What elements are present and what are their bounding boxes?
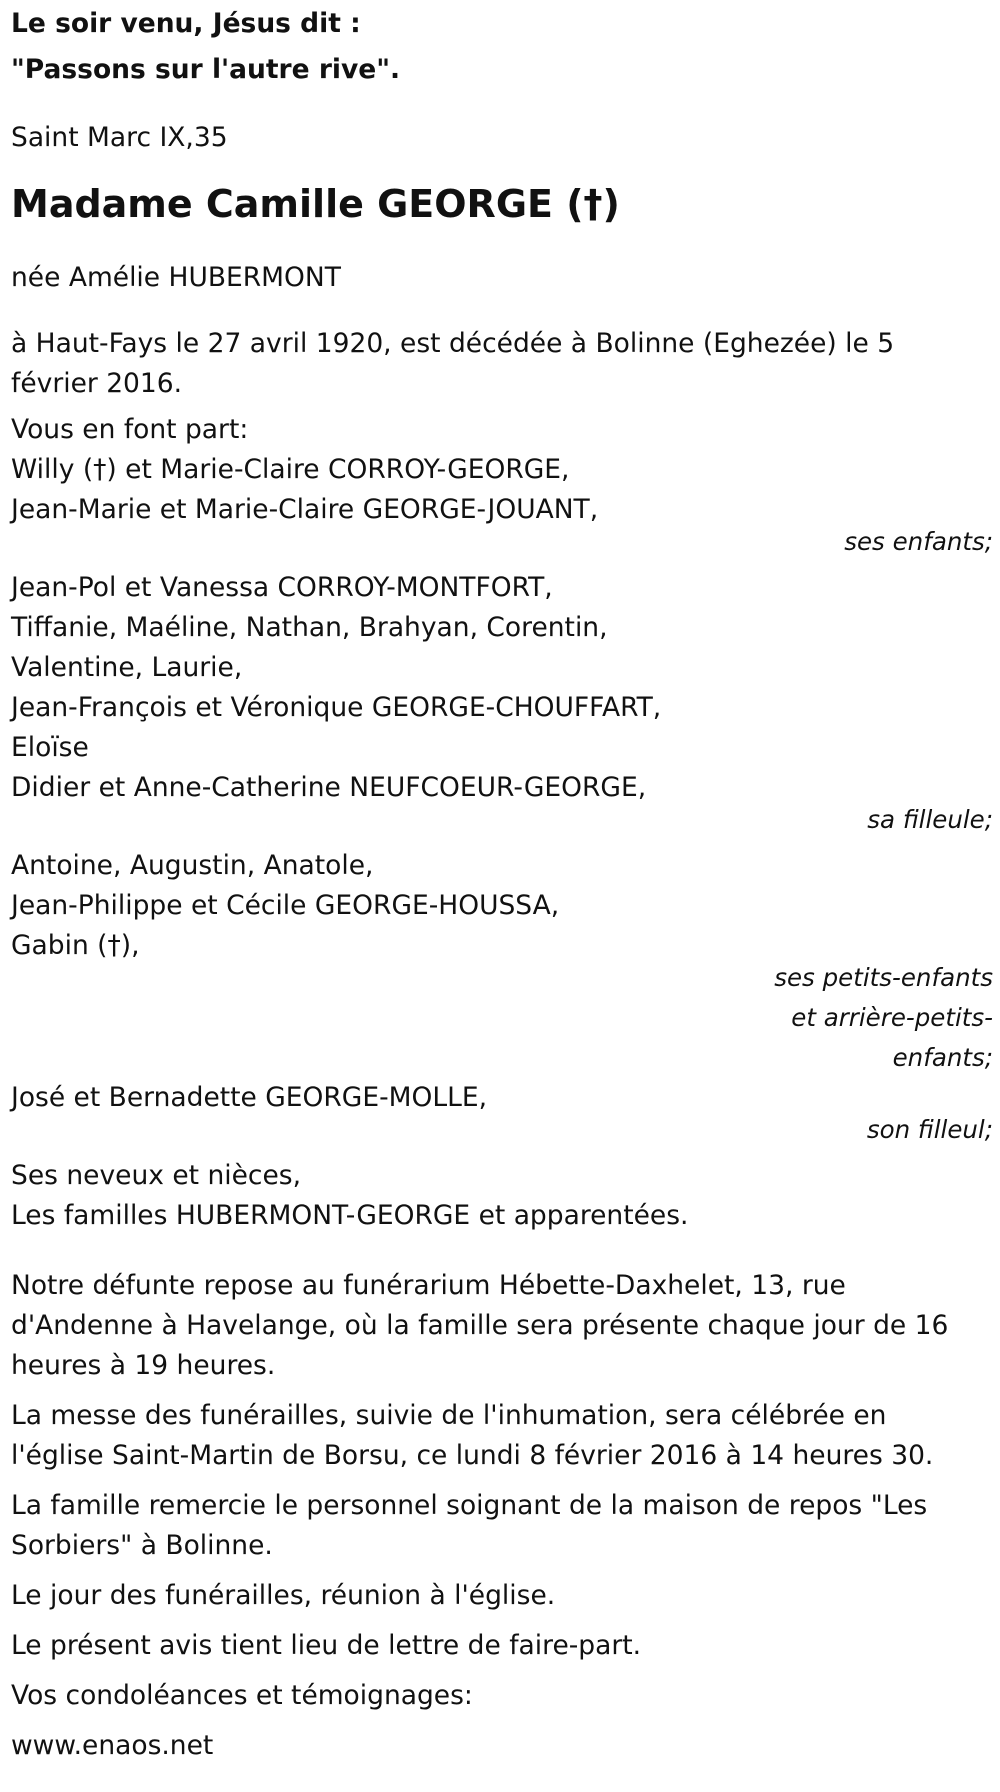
family-group-grandchildren [11,846,996,1078]
family-name-line: Eloïse [11,732,89,763]
family-name-line: Jean-Philippe et Cécile GEORGE-HOUSSA, [11,890,560,921]
family-name-line: Jean-François et Véronique GEORGE-CHOUFFART, [11,692,662,723]
thanks-text: La famille remercie le personnel soignant de la maison de repos "Les Sorbiers" à Bolinne. [11,1490,928,1561]
notice-text: Le présent avis tient lieu de lettre de faire-part. [11,1630,642,1661]
relation-label: sa filleule; [867,805,993,834]
family-name-line: Gabin (†), [11,930,140,961]
relation-label: son filleul; [866,1115,993,1144]
family-name-line: Les familles HUBERMONT-GEORGE et apparentées. [11,1200,689,1231]
deceased-name: Madame Camille GEORGE (†) [11,182,620,226]
epigraph-line-2: "Passons sur l'autre rive". [11,54,401,85]
epigraph-line-1: Le soir venu, Jésus dit : [11,8,361,39]
relation-label: ses petits-enfants [774,963,993,992]
condolences-text: Vos condoléances et témoignages: [11,1680,473,1711]
family-group-goddaughter [11,568,996,840]
meeting-text: Le jour des funérailles, réunion à l'église. [11,1580,556,1611]
family-name-line: Antoine, Augustin, Anatole, [11,850,374,881]
family-others [11,1156,996,1236]
relation-label: et arrière-petits- [791,1003,993,1032]
repose-text: Notre défunte repose au funérarium Hébette-Daxhelet, 13, rue d'Andenne à Havelange, où la famille sera présente chaque jour de 16 heures à 19 heures. [11,1270,949,1381]
epigraph-reference: Saint Marc IX,35 [11,122,228,153]
family-name-line: Jean-Marie et Marie-Claire GEORGE-JOUANT, [11,494,599,525]
website-link[interactable]: www.enaos.net [11,1730,214,1761]
relation-label: enfants; [892,1043,993,1072]
family-name-line: Jean-Pol et Vanessa CORROY-MONTFORT, [11,572,553,603]
birth-death-text: à Haut-Fays le 27 avril 1920, est décédée à Bolinne (Eghezée) le 5 février 2016. [11,328,895,399]
family-name-line: Willy (†) et Marie-Claire CORROY-GEORGE, [11,454,570,485]
family-group-children [11,450,996,562]
family-name-line: Didier et Anne-Catherine NEUFCOEUR-GEORGE, [11,772,647,803]
obituary-notice [11,0,996,1766]
relation-label: ses enfants; [844,527,993,556]
family-name-line: Tiffanie, Maéline, Nathan, Brahyan, Corentin, [11,612,608,643]
funeral-text: La messe des funérailles, suivie de l'inhumation, sera célébrée en l'église Saint-Martin de Borsu, ce lundi 8 février 2016 à 14 heures 30. [11,1400,934,1471]
family-name-line: Ses neveux et nièces, [11,1160,302,1191]
announcement-intro: Vous en font part: [11,414,249,445]
family-name-line: Valentine, Laurie, [11,652,243,683]
family-name-line: José et Bernadette GEORGE-MOLLE, [11,1082,488,1113]
maiden-name: née Amélie HUBERMONT [11,262,341,293]
family-group-godson [11,1078,996,1150]
